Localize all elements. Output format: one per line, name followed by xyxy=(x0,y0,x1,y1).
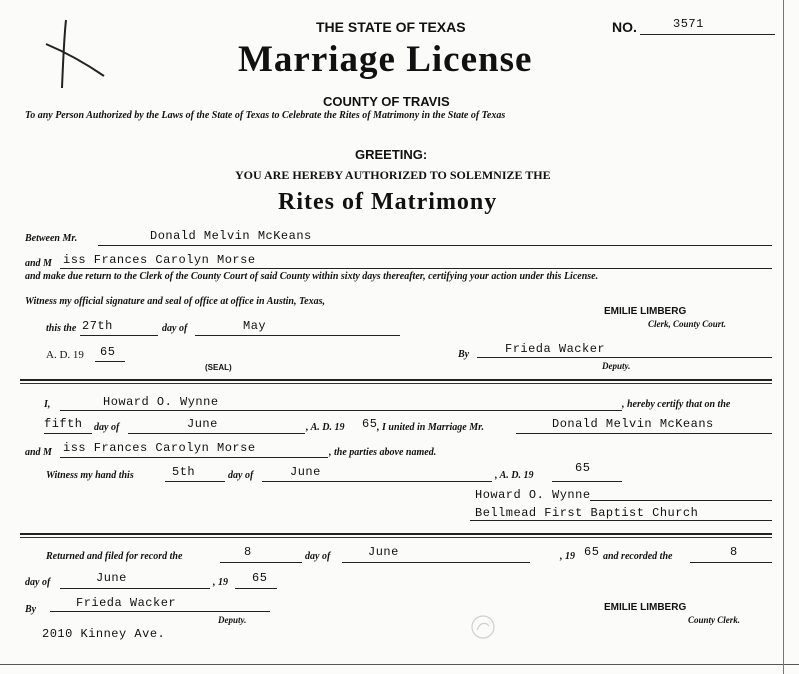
and-label: and M xyxy=(25,258,52,269)
groom-name: Donald Melvin McKeans xyxy=(150,229,312,243)
license-by-label: By xyxy=(458,349,470,360)
greeting: GREETING: xyxy=(355,147,428,162)
witness-hand-text: Witness my hand this xyxy=(46,470,134,481)
clerk-title: Clerk, County Court. xyxy=(648,319,727,329)
recorded-year: 65 xyxy=(252,571,268,585)
authorized-text: YOU ARE HEREBY AUTHORIZED TO SOLEMNIZE THE xyxy=(235,168,551,182)
seal-label: (SEAL) xyxy=(205,363,232,372)
between-label: Between Mr. xyxy=(25,233,78,244)
seal-emboss-icon xyxy=(468,612,498,642)
church-name: Bellmead First Baptist Church xyxy=(475,506,699,520)
ceremony-year: 65 xyxy=(362,417,378,431)
filing-clerk-name: EMILIE LIMBERG xyxy=(604,602,687,613)
filed-day-of: day of xyxy=(305,551,331,562)
parties-text: , the parties above named. xyxy=(329,447,437,458)
recorded-day: 8 xyxy=(730,545,738,559)
authority-text: To any Person Authorized by the Laws of the State of Texas to Celebrate the Rites of Matrimony in the State of Texas xyxy=(25,110,506,121)
witness-day: 5th xyxy=(172,465,196,479)
filing-clerk-title: County Clerk. xyxy=(688,615,741,625)
ceremony-ad-label: , A. D. 19 xyxy=(306,422,345,433)
right-edge-rule xyxy=(783,0,784,674)
license-number: 3571 xyxy=(673,17,704,31)
license-day-of: day of xyxy=(162,323,188,334)
filed-month: June xyxy=(368,545,399,559)
witness-year: 65 xyxy=(575,461,591,475)
county-heading: COUNTY OF TRAVIS xyxy=(323,94,450,109)
license-deputy-label: Deputy. xyxy=(602,361,631,371)
certificate-i-label: I, xyxy=(44,399,51,410)
return-text: and make due return to the Clerk of the County Court of said County within sixty days thereafter, certifying your action under this License. xyxy=(25,271,599,282)
filing-deputy-name: Frieda Wacker xyxy=(76,596,177,610)
certificate-bride: iss Frances Carolyn Morse xyxy=(63,441,256,455)
witness-day-of: day of xyxy=(228,470,254,481)
recorded-text: and recorded the xyxy=(603,551,673,562)
license-ad-label: A. D. 19 xyxy=(46,349,84,361)
recorded-month: June xyxy=(96,571,127,585)
filed-day: 8 xyxy=(244,545,252,559)
filed-year: 65 xyxy=(584,545,600,559)
united-text: , I united in Marriage Mr. xyxy=(377,422,484,433)
license-day: 27th xyxy=(82,319,113,333)
license-month: May xyxy=(243,319,267,333)
this-the-label: this the xyxy=(46,323,77,334)
ceremony-month: June xyxy=(187,417,218,431)
officiant-name: Howard O. Wynne xyxy=(103,395,219,409)
address-text: 2010 Kinney Ave. xyxy=(42,627,166,641)
license-deputy-name: Frieda Wacker xyxy=(505,342,606,356)
clerk-name: EMILIE LIMBERG xyxy=(604,306,687,317)
returned-text: Returned and filed for record the xyxy=(46,551,183,562)
ceremony-day-of: day of xyxy=(94,422,120,433)
filing-by-label: By xyxy=(25,604,37,615)
license-year: 65 xyxy=(100,345,116,359)
ceremony-day: fifth xyxy=(44,417,83,431)
witness-ad-label: , A. D. 19 xyxy=(495,470,534,481)
filing-deputy-label: Deputy. xyxy=(218,615,247,625)
certify-text: , hereby certify that on the xyxy=(622,399,731,410)
rites-heading: Rites of Matrimony xyxy=(278,189,498,215)
license-number-label: NO. xyxy=(612,19,637,35)
document-title: Marriage License xyxy=(238,39,533,80)
recorded-day-label: day of xyxy=(25,577,51,588)
bottom-edge-rule xyxy=(0,664,799,665)
filed-year-label: , 19 xyxy=(560,551,575,562)
certificate-groom: Donald Melvin McKeans xyxy=(552,417,714,431)
witness-month: June xyxy=(290,465,321,479)
cross-mark-icon xyxy=(40,18,110,93)
recorded-year-label: , 19 xyxy=(213,577,228,588)
witness-text: Witness my official signature and seal of office at office in Austin, Texas, xyxy=(25,296,326,307)
certificate-and-label: and M xyxy=(25,447,52,458)
bride-name: iss Frances Carolyn Morse xyxy=(63,253,256,267)
officiant-signature: Howard O. Wynne xyxy=(475,488,591,502)
state-heading: THE STATE OF TEXAS xyxy=(316,19,466,35)
